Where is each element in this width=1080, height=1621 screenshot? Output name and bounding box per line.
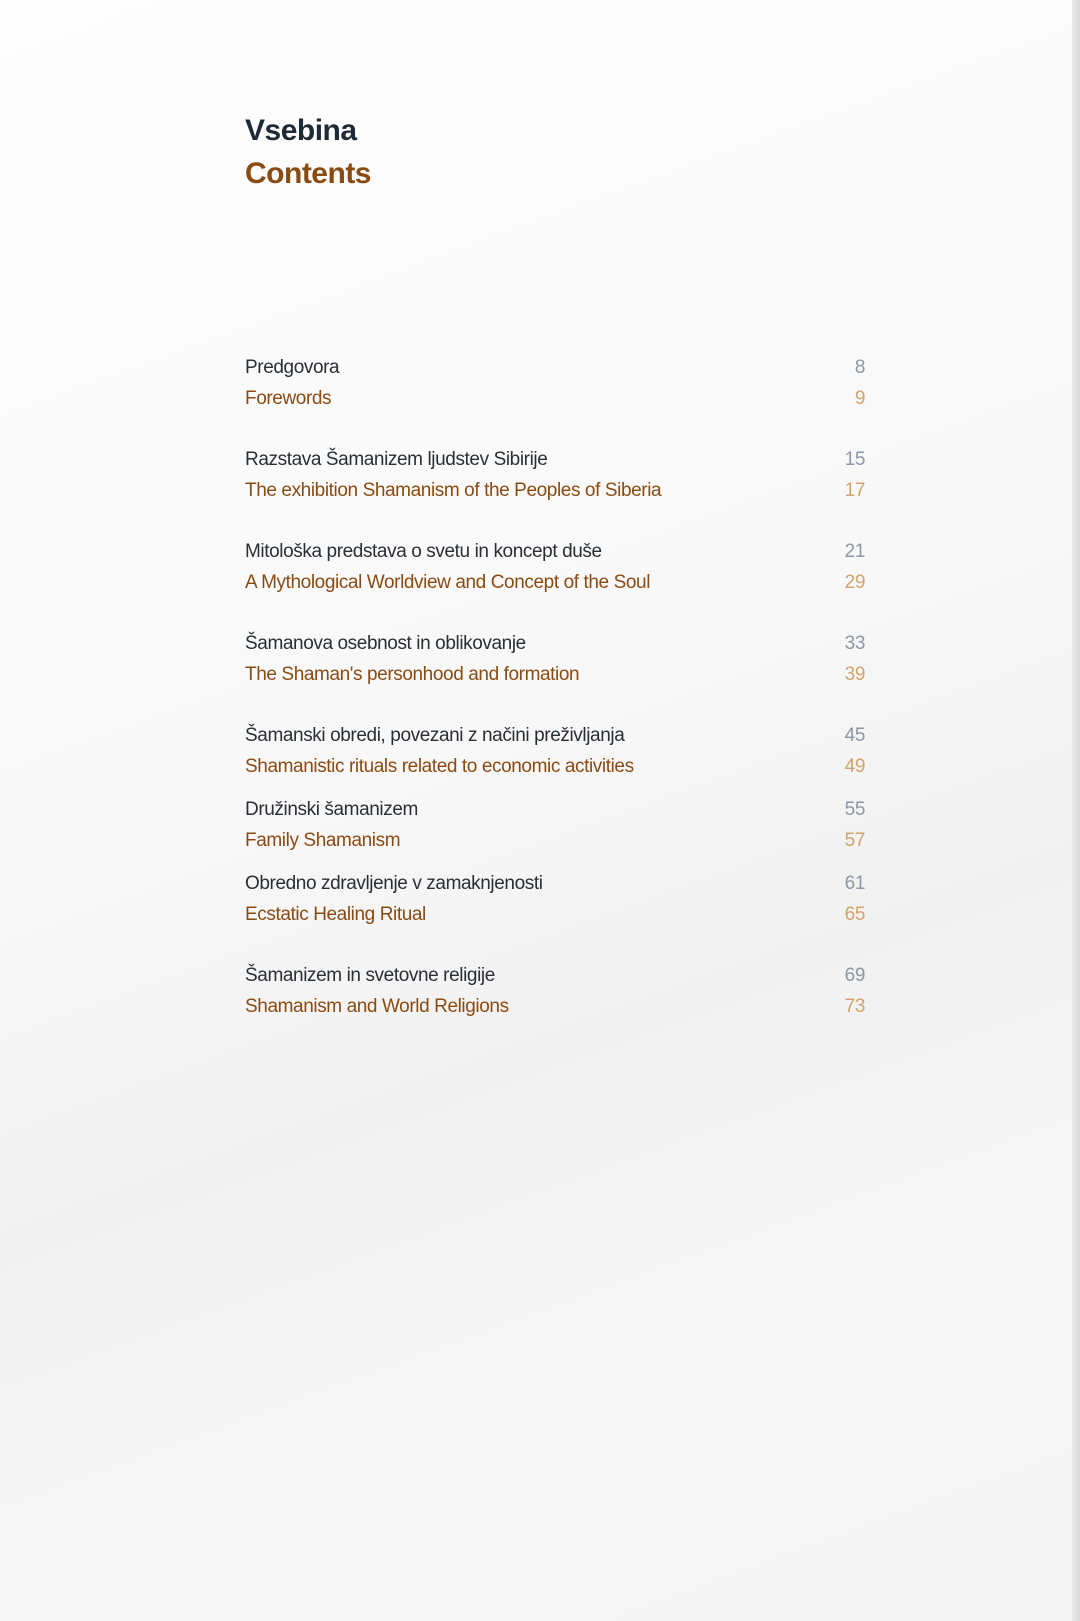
toc-title-slovene: Mitološka predstava o svetu in koncept duše	[245, 541, 602, 562]
toc-entry	[245, 352, 865, 414]
toc-page-slovene: 15	[844, 449, 865, 470]
toc-page-english: 73	[844, 996, 865, 1017]
toc-title-english: Forewords	[245, 388, 332, 409]
toc-page-slovene: 21	[844, 541, 865, 562]
toc-title-english: Shamanism and World Religions	[245, 996, 509, 1017]
toc-title-slovene: Šamanizem in svetovne religije	[245, 965, 495, 986]
toc-page-slovene: 8	[854, 357, 865, 378]
toc-title-english: Family Shamanism	[245, 830, 401, 851]
toc-title-slovene: Obredno zdravljenje v zamaknjenosti	[245, 873, 543, 894]
page-title-english: Contents	[245, 157, 371, 190]
toc-entry	[245, 720, 865, 782]
toc-page-slovene: 69	[844, 965, 865, 986]
toc-title-slovene: Predgovora	[245, 357, 340, 378]
toc-title-slovene: Razstava Šamanizem ljudstev Sibirije	[245, 449, 548, 470]
toc-page-english: 49	[844, 756, 865, 777]
toc-page-slovene: 33	[844, 633, 865, 654]
table-of-contents	[245, 352, 865, 1022]
toc-entry	[245, 960, 865, 1022]
toc-page-slovene: 55	[844, 799, 865, 820]
toc-page-slovene: 45	[844, 725, 865, 746]
toc-entry	[245, 868, 865, 930]
page-title-slovene: Vsebina	[245, 114, 357, 147]
toc-entry	[245, 628, 865, 690]
toc-title-slovene: Družinski šamanizem	[245, 799, 418, 820]
toc-entry	[245, 536, 865, 598]
toc-title-slovene: Šamanski obredi, povezani z načini preživljanja	[245, 725, 625, 746]
toc-title-english: The Shaman's personhood and formation	[245, 664, 580, 685]
toc-title-english: Shamanistic rituals related to economic activities	[245, 756, 634, 777]
toc-page-english: 65	[844, 904, 865, 925]
toc-page-english: 39	[844, 664, 865, 685]
toc-title-english: Ecstatic Healing Ritual	[245, 904, 426, 925]
toc-page-slovene: 61	[844, 873, 865, 894]
toc-entry	[245, 794, 865, 856]
page-edge	[1072, 0, 1080, 1621]
toc-page-english: 29	[844, 572, 865, 593]
toc-page-english: 57	[844, 830, 865, 851]
toc-title-english: A Mythological Worldview and Concept of the Soul	[245, 572, 651, 593]
toc-title-english: The exhibition Shamanism of the Peoples of Siberia	[245, 480, 662, 501]
toc-title-slovene: Šamanova osebnost in oblikovanje	[245, 633, 526, 654]
toc-entry	[245, 444, 865, 506]
toc-page-english: 17	[844, 480, 865, 501]
toc-page-english: 9	[854, 388, 865, 409]
